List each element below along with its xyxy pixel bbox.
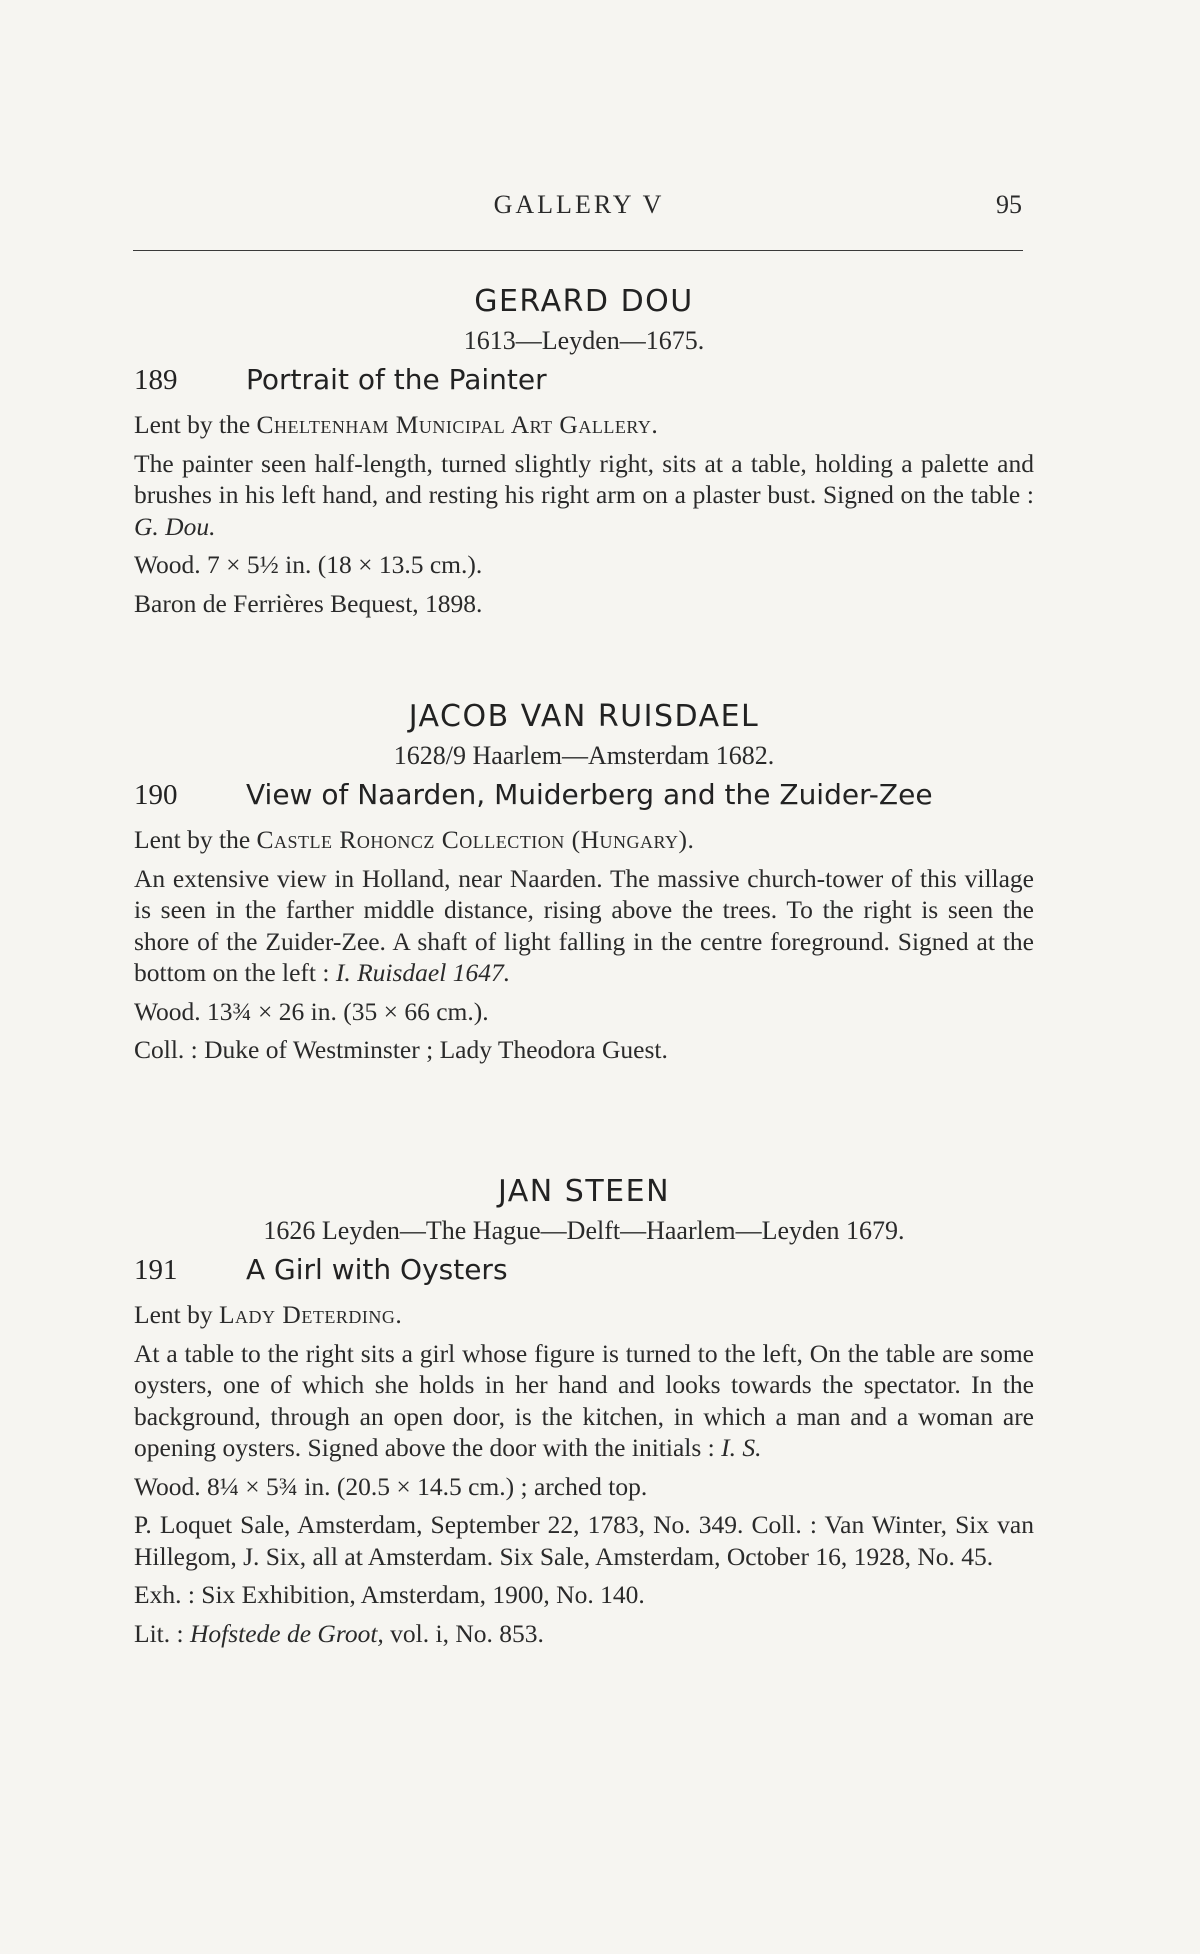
artist-name: GERARD DOU [474,284,694,319]
signature: G. Dou. [134,511,216,541]
artist-dates: 1628/9 Haarlem—Amsterdam 1682. [393,741,775,770]
artist-name: JACOB VAN RUISDAEL [408,699,760,734]
artist-dates: 1626 Leyden—The Hague—Delft—Haarlem—Leyden 1679. [263,1216,905,1245]
lender-prefix: Lent by the [134,825,257,854]
entry-description [134,863,1034,989]
entry-title: Portrait of the Painter [246,363,547,396]
medium-dimensions: Wood. 7 × 5½ in. (18 × 13.5 cm.). [134,550,483,579]
lender-prefix: Lent by the [134,410,257,439]
entry-description [134,1338,1034,1464]
page-number: 95 [996,190,1022,219]
entry-description [134,448,1034,543]
artist-name: JAN STEEN [497,1174,671,1209]
section-gerard-dou [134,282,1034,619]
description-text: An extensive view in Holland, near Naarden. The massive church-tower of this village is seen in the farther middle distance, rising above the trees. To the right is seen the shore of the Zuider-Zee. A shaft of light falling in the centre foreground. Signed at the bottom on the left : [134,863,1034,987]
literature-author: Hofstede de Groot, [189,1618,384,1648]
lender-name: Lady Deterding. [218,1300,403,1329]
running-head [136,190,1022,230]
lender-prefix: Lent by [134,1300,219,1329]
entry-number: 190 [134,779,178,811]
entry-title: View of Naarden, Muiderberg and the Zuider-Zee [246,778,933,811]
section-jan-steen [134,1172,1034,1649]
description-text: At a table to the right sits a girl whose figure is turned to the left, On the table are some oysters, one of which she holds in her hand and looks towards the spectator. In the background, through an open door, is the kitchen, in which a man and a woman are opening oysters. Signed above the door with the initials : [134,1338,1034,1462]
description-text: The painter seen half-length, turned slightly right, sits at a table, holding a palette and brushes in his left hand, and resting his right arm on a plaster bust. Signed on the table : [134,448,1034,509]
signature: I. S. [721,1433,762,1462]
lender-line [134,824,1034,856]
medium-dimensions: Wood. 13¾ × 26 in. (35 × 66 cm.). [134,996,489,1026]
lender-name: Cheltenham Municipal Art Gallery. [256,410,659,439]
signature: I. Ruisdael 1647. [335,958,511,987]
header-rule [133,250,1023,251]
artist-dates: 1613—Leyden—1675. [463,326,705,355]
provenance: Baron de Ferrières Bequest, 1898. [134,588,483,618]
medium-dimensions: Wood. 8¼ × 5¾ in. (20.5 × 14.5 cm.) ; arched top. [134,1471,648,1501]
literature-ref: vol. i, No. 853. [383,1618,544,1648]
gallery-title: GALLERY V [493,190,665,219]
lender-line [134,409,1034,441]
lender-name: Castle Rohoncz Collection (Hungary). [256,825,695,854]
exhibition: Exh. : Six Exhibition, Amsterdam, 1900, No. 140. [134,1580,645,1609]
section-jacob-van-ruisdael [134,697,1034,1066]
provenance: Coll. : Duke of Westminster ; Lady Theodora Guest. [134,1035,668,1064]
literature-prefix: Lit. : [134,1618,190,1648]
lender-line [134,1299,1034,1331]
entry-heading [134,775,1034,815]
entry-heading [134,1250,1034,1290]
entry-heading [134,360,1034,400]
provenance: P. Loquet Sale, Amsterdam, September 22, 1783, No. 349. Coll. : Van Winter, Six van Hillegom, J. Six, all at Amsterdam. Six Sale, Amsterdam, October 16, 1928, No. 45. [134,1510,1034,1571]
literature [134,1618,1034,1650]
entry-number: 191 [134,1254,178,1286]
entry-title: A Girl with Oysters [246,1253,508,1286]
entry-number: 189 [134,364,178,396]
